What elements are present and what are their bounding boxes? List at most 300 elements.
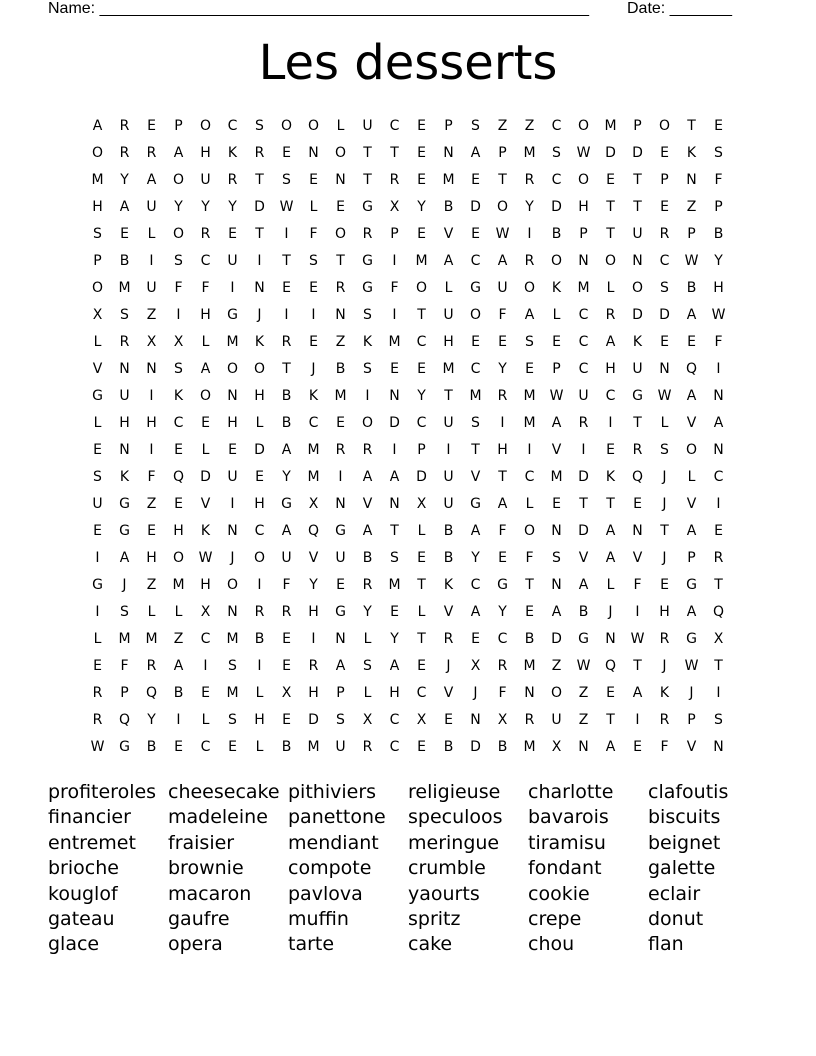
grid-letter[interactable]: Y — [174, 198, 183, 215]
grid-letter[interactable]: E — [417, 117, 426, 134]
grid-letter[interactable]: A — [551, 414, 562, 431]
grid-letter[interactable]: N — [713, 441, 724, 458]
grid-letter[interactable]: N — [335, 630, 346, 647]
grid-letter[interactable]: A — [470, 522, 481, 539]
grid-letter[interactable]: C — [497, 630, 508, 647]
grid-letter[interactable]: D — [632, 306, 643, 323]
grid-letter[interactable]: H — [308, 603, 319, 620]
grid-letter[interactable]: N — [308, 144, 319, 161]
grid-letter[interactable]: Z — [146, 306, 157, 323]
grid-letter[interactable]: B — [119, 252, 130, 269]
grid-letter[interactable]: C — [200, 738, 211, 755]
grid-letter[interactable]: L — [606, 576, 615, 593]
grid-letter[interactable]: H — [173, 522, 184, 539]
grid-letter[interactable]: N — [524, 684, 535, 701]
grid-letter[interactable]: S — [363, 657, 372, 674]
grid-letter[interactable]: E — [552, 333, 561, 350]
grid-letter[interactable]: K — [173, 387, 184, 404]
grid-letter[interactable]: S — [552, 549, 561, 566]
grid-letter[interactable]: E — [417, 657, 426, 674]
grid-letter[interactable]: I — [446, 441, 451, 458]
grid-letter[interactable]: N — [227, 387, 238, 404]
grid-letter[interactable]: O — [226, 576, 239, 593]
grid-letter[interactable]: Y — [498, 360, 507, 377]
grid-letter[interactable]: M — [604, 117, 617, 134]
grid-letter[interactable]: L — [174, 603, 183, 620]
grid-letter[interactable]: O — [199, 387, 212, 404]
grid-letter[interactable]: T — [255, 171, 264, 188]
grid-letter[interactable]: T — [606, 225, 615, 242]
grid-letter[interactable]: E — [282, 279, 291, 296]
grid-letter[interactable]: N — [335, 306, 346, 323]
grid-letter[interactable]: P — [714, 198, 723, 215]
grid-letter[interactable]: S — [714, 711, 723, 728]
grid-letter[interactable]: G — [686, 576, 697, 593]
grid-letter[interactable]: O — [172, 225, 185, 242]
grid-letter[interactable]: J — [662, 657, 667, 674]
grid-letter[interactable]: N — [119, 360, 130, 377]
grid-letter[interactable]: L — [444, 279, 453, 296]
grid-letter[interactable]: S — [714, 144, 723, 161]
grid-letter[interactable]: L — [93, 333, 102, 350]
grid-letter[interactable]: J — [311, 360, 316, 377]
grid-letter[interactable]: O — [280, 117, 293, 134]
grid-letter[interactable]: B — [443, 549, 454, 566]
grid-letter[interactable]: L — [147, 225, 156, 242]
grid-letter[interactable]: S — [228, 711, 237, 728]
grid-letter[interactable]: J — [689, 684, 694, 701]
grid-letter[interactable]: E — [417, 738, 426, 755]
grid-letter[interactable]: T — [687, 117, 696, 134]
grid-letter[interactable]: W — [549, 387, 564, 404]
grid-letter[interactable]: A — [362, 468, 373, 485]
grid-letter[interactable]: N — [146, 360, 157, 377]
grid-letter[interactable]: S — [93, 225, 102, 242]
grid-letter[interactable]: B — [173, 684, 184, 701]
grid-letter[interactable]: A — [686, 603, 697, 620]
grid-letter[interactable]: Z — [551, 657, 562, 674]
grid-letter[interactable]: R — [92, 711, 103, 728]
grid-letter[interactable]: T — [417, 630, 426, 647]
grid-letter[interactable]: E — [282, 657, 291, 674]
grid-letter[interactable]: E — [471, 171, 480, 188]
grid-letter[interactable]: J — [257, 306, 262, 323]
grid-letter[interactable]: O — [550, 252, 563, 269]
grid-letter[interactable]: Y — [417, 198, 426, 215]
grid-letter[interactable]: Y — [390, 630, 399, 647]
grid-letter[interactable]: T — [606, 198, 615, 215]
grid-letter[interactable]: W — [576, 144, 591, 161]
grid-letter[interactable]: C — [416, 414, 427, 431]
grid-letter[interactable]: O — [523, 279, 536, 296]
grid-letter[interactable]: I — [392, 441, 397, 458]
grid-letter[interactable]: I — [635, 603, 640, 620]
grid-letter[interactable]: I — [176, 306, 181, 323]
grid-letter[interactable]: I — [716, 360, 721, 377]
grid-letter[interactable]: E — [228, 738, 237, 755]
grid-letter[interactable]: S — [309, 252, 318, 269]
grid-letter[interactable]: T — [498, 468, 507, 485]
grid-letter[interactable]: T — [606, 711, 615, 728]
grid-letter[interactable]: C — [173, 414, 184, 431]
grid-letter[interactable]: S — [660, 279, 669, 296]
grid-letter[interactable]: N — [335, 171, 346, 188]
grid-letter[interactable]: A — [524, 306, 535, 323]
grid-letter[interactable]: O — [577, 117, 590, 134]
grid-letter[interactable]: O — [631, 279, 644, 296]
grid-letter[interactable]: Q — [172, 468, 185, 485]
grid-letter[interactable]: P — [417, 441, 426, 458]
grid-letter[interactable]: N — [227, 522, 238, 539]
grid-letter[interactable]: O — [226, 360, 239, 377]
grid-letter[interactable]: C — [524, 468, 535, 485]
grid-letter[interactable]: D — [254, 441, 265, 458]
grid-letter[interactable]: K — [686, 144, 697, 161]
grid-letter[interactable]: A — [713, 414, 724, 431]
grid-letter[interactable]: Y — [363, 603, 372, 620]
grid-letter[interactable]: F — [714, 333, 723, 350]
grid-letter[interactable]: O — [199, 117, 212, 134]
grid-letter[interactable]: L — [606, 279, 615, 296]
grid-letter[interactable]: L — [417, 522, 426, 539]
grid-letter[interactable]: V — [686, 495, 697, 512]
grid-letter[interactable]: A — [389, 657, 400, 674]
grid-letter[interactable]: B — [443, 522, 454, 539]
grid-letter[interactable]: F — [660, 738, 669, 755]
grid-letter[interactable]: U — [227, 252, 238, 269]
grid-letter[interactable]: F — [498, 306, 507, 323]
grid-letter[interactable]: M — [442, 360, 455, 377]
grid-letter[interactable]: G — [92, 387, 103, 404]
grid-letter[interactable]: U — [362, 117, 373, 134]
grid-letter[interactable]: W — [90, 738, 105, 755]
grid-letter[interactable]: H — [146, 414, 157, 431]
grid-letter[interactable]: S — [282, 171, 291, 188]
grid-letter[interactable]: B — [443, 198, 454, 215]
grid-letter[interactable]: J — [662, 468, 667, 485]
grid-letter[interactable]: H — [443, 333, 454, 350]
grid-letter[interactable]: I — [311, 306, 316, 323]
grid-letter[interactable]: B — [443, 738, 454, 755]
grid-letter[interactable]: W — [198, 549, 213, 566]
grid-letter[interactable]: T — [282, 252, 291, 269]
grid-letter[interactable]: R — [254, 603, 265, 620]
grid-letter[interactable]: B — [281, 387, 292, 404]
grid-letter[interactable]: Y — [417, 387, 426, 404]
grid-letter[interactable]: S — [255, 117, 264, 134]
grid-letter[interactable]: P — [633, 117, 642, 134]
grid-letter[interactable]: W — [657, 387, 672, 404]
grid-letter[interactable]: N — [632, 252, 643, 269]
grid-letter[interactable]: V — [470, 468, 481, 485]
grid-letter[interactable]: S — [174, 252, 183, 269]
grid-letter[interactable]: A — [605, 333, 616, 350]
grid-letter[interactable]: O — [415, 279, 428, 296]
grid-letter[interactable]: L — [93, 630, 102, 647]
grid-letter[interactable]: K — [551, 279, 562, 296]
grid-letter[interactable]: F — [633, 576, 642, 593]
grid-letter[interactable]: E — [606, 684, 615, 701]
grid-letter[interactable]: H — [200, 144, 211, 161]
grid-letter[interactable]: D — [551, 198, 562, 215]
grid-letter[interactable]: T — [579, 495, 588, 512]
grid-letter[interactable]: L — [309, 198, 318, 215]
grid-letter[interactable]: T — [363, 171, 372, 188]
grid-letter[interactable]: Z — [497, 117, 508, 134]
grid-letter[interactable]: A — [686, 522, 697, 539]
grid-letter[interactable]: L — [417, 603, 426, 620]
grid-letter[interactable]: S — [660, 441, 669, 458]
grid-letter[interactable]: R — [524, 711, 535, 728]
grid-letter[interactable]: E — [228, 225, 237, 242]
grid-letter[interactable]: D — [551, 630, 562, 647]
grid-letter[interactable]: N — [578, 252, 589, 269]
grid-letter[interactable]: T — [390, 522, 399, 539]
grid-letter[interactable]: H — [713, 279, 724, 296]
grid-letter[interactable]: F — [309, 225, 318, 242]
grid-letter[interactable]: K — [227, 144, 238, 161]
grid-letter[interactable]: E — [471, 225, 480, 242]
grid-letter[interactable]: C — [713, 468, 724, 485]
grid-letter[interactable]: J — [230, 549, 235, 566]
grid-letter[interactable]: O — [361, 414, 374, 431]
grid-letter[interactable]: E — [660, 576, 669, 593]
grid-letter[interactable]: N — [686, 171, 697, 188]
grid-letter[interactable]: A — [173, 657, 184, 674]
grid-letter[interactable]: N — [254, 279, 265, 296]
grid-letter[interactable]: E — [660, 198, 669, 215]
grid-letter[interactable]: Z — [578, 711, 589, 728]
grid-letter[interactable]: R — [200, 225, 211, 242]
grid-letter[interactable]: F — [120, 657, 129, 674]
grid-letter[interactable]: E — [714, 522, 723, 539]
grid-letter[interactable]: A — [92, 117, 103, 134]
grid-letter[interactable]: T — [417, 306, 426, 323]
grid-letter[interactable]: H — [578, 198, 589, 215]
grid-letter[interactable]: E — [93, 657, 102, 674]
grid-letter[interactable]: X — [416, 711, 427, 728]
grid-letter[interactable]: M — [307, 468, 320, 485]
grid-letter[interactable]: P — [660, 171, 669, 188]
grid-letter[interactable]: O — [307, 117, 320, 134]
grid-letter[interactable]: I — [338, 468, 343, 485]
grid-letter[interactable]: D — [254, 198, 265, 215]
grid-letter[interactable]: L — [201, 711, 210, 728]
grid-letter[interactable]: G — [335, 603, 346, 620]
grid-letter[interactable]: G — [362, 252, 373, 269]
grid-letter[interactable]: O — [91, 279, 104, 296]
grid-letter[interactable]: F — [525, 549, 534, 566]
grid-letter[interactable]: E — [282, 144, 291, 161]
grid-letter[interactable]: P — [174, 117, 183, 134]
grid-letter[interactable]: V — [443, 684, 454, 701]
grid-letter[interactable]: X — [551, 738, 562, 755]
grid-letter[interactable]: D — [659, 306, 670, 323]
grid-letter[interactable]: M — [442, 171, 455, 188]
grid-letter[interactable]: I — [716, 684, 721, 701]
grid-letter[interactable]: A — [686, 387, 697, 404]
grid-letter[interactable]: O — [658, 117, 671, 134]
grid-letter[interactable]: D — [605, 144, 616, 161]
grid-letter[interactable]: R — [119, 144, 130, 161]
grid-letter[interactable]: G — [119, 738, 130, 755]
grid-letter[interactable]: I — [500, 414, 505, 431]
grid-letter[interactable]: C — [551, 117, 562, 134]
grid-letter[interactable]: R — [524, 171, 535, 188]
grid-letter[interactable]: A — [200, 360, 211, 377]
grid-letter[interactable]: X — [281, 684, 292, 701]
grid-letter[interactable]: E — [660, 144, 669, 161]
grid-letter[interactable]: S — [363, 360, 372, 377]
grid-letter[interactable]: H — [389, 684, 400, 701]
grid-letter[interactable]: S — [174, 360, 183, 377]
grid-letter[interactable]: E — [174, 441, 183, 458]
grid-letter[interactable]: L — [363, 684, 372, 701]
grid-letter[interactable]: M — [388, 576, 401, 593]
grid-letter[interactable]: B — [578, 603, 589, 620]
grid-letter[interactable]: M — [118, 279, 131, 296]
grid-letter[interactable]: L — [255, 738, 264, 755]
grid-letter[interactable]: C — [200, 630, 211, 647]
grid-letter[interactable]: F — [174, 279, 183, 296]
grid-letter[interactable]: M — [226, 684, 239, 701]
grid-letter[interactable]: A — [605, 549, 616, 566]
grid-letter[interactable]: O — [604, 252, 617, 269]
grid-letter[interactable]: N — [551, 576, 562, 593]
grid-letter[interactable]: N — [713, 738, 724, 755]
grid-letter[interactable]: T — [444, 387, 453, 404]
grid-letter[interactable]: X — [146, 333, 157, 350]
grid-letter[interactable]: U — [497, 279, 508, 296]
grid-letter[interactable]: D — [578, 522, 589, 539]
grid-letter[interactable]: B — [686, 279, 697, 296]
grid-letter[interactable]: S — [390, 549, 399, 566]
grid-letter[interactable]: W — [279, 198, 294, 215]
grid-letter[interactable]: A — [335, 657, 346, 674]
grid-letter[interactable]: L — [336, 117, 345, 134]
grid-letter[interactable]: J — [446, 657, 451, 674]
grid-letter[interactable]: P — [687, 225, 696, 242]
grid-letter[interactable]: M — [523, 414, 536, 431]
grid-letter[interactable]: U — [227, 468, 238, 485]
grid-letter[interactable]: I — [95, 549, 100, 566]
grid-letter[interactable]: C — [389, 117, 400, 134]
grid-letter[interactable]: P — [687, 711, 696, 728]
grid-letter[interactable]: B — [146, 738, 157, 755]
grid-letter[interactable]: T — [606, 495, 615, 512]
grid-letter[interactable]: E — [552, 495, 561, 512]
grid-letter[interactable]: F — [282, 576, 291, 593]
grid-letter[interactable]: A — [605, 522, 616, 539]
grid-letter[interactable]: K — [200, 522, 211, 539]
grid-letter[interactable]: A — [173, 144, 184, 161]
grid-letter[interactable]: J — [662, 495, 667, 512]
grid-letter[interactable]: E — [417, 225, 426, 242]
grid-letter[interactable]: H — [497, 441, 508, 458]
grid-letter[interactable]: S — [525, 333, 534, 350]
grid-letter[interactable]: R — [335, 279, 346, 296]
grid-letter[interactable]: R — [227, 171, 238, 188]
grid-letter[interactable]: D — [578, 468, 589, 485]
grid-letter[interactable]: L — [255, 414, 264, 431]
grid-letter[interactable]: E — [336, 576, 345, 593]
grid-letter[interactable]: J — [662, 549, 667, 566]
grid-letter[interactable]: N — [659, 360, 670, 377]
grid-letter[interactable]: D — [470, 738, 481, 755]
grid-letter[interactable]: H — [146, 549, 157, 566]
grid-letter[interactable]: C — [308, 414, 319, 431]
grid-letter[interactable]: M — [523, 738, 536, 755]
grid-letter[interactable]: M — [307, 441, 320, 458]
grid-letter[interactable]: R — [146, 144, 157, 161]
grid-letter[interactable]: T — [633, 171, 642, 188]
grid-letter[interactable]: G — [686, 630, 697, 647]
grid-letter[interactable]: M — [334, 387, 347, 404]
grid-letter[interactable]: O — [334, 225, 347, 242]
grid-letter[interactable]: A — [470, 603, 481, 620]
grid-letter[interactable]: Z — [686, 198, 697, 215]
grid-letter[interactable]: U — [578, 387, 589, 404]
grid-letter[interactable]: C — [605, 387, 616, 404]
grid-letter[interactable]: M — [550, 468, 563, 485]
grid-letter[interactable]: A — [443, 252, 454, 269]
grid-letter[interactable]: B — [497, 738, 508, 755]
grid-letter[interactable]: G — [281, 495, 292, 512]
grid-letter[interactable]: M — [307, 738, 320, 755]
grid-letter[interactable]: I — [284, 225, 289, 242]
grid-letter[interactable]: Q — [307, 522, 320, 539]
grid-letter[interactable]: M — [388, 333, 401, 350]
grid-letter[interactable]: A — [470, 144, 481, 161]
grid-letter[interactable]: E — [417, 360, 426, 377]
grid-letter[interactable]: V — [443, 603, 454, 620]
grid-letter[interactable]: E — [309, 279, 318, 296]
grid-letter[interactable]: X — [497, 711, 508, 728]
grid-letter[interactable]: A — [497, 495, 508, 512]
grid-letter[interactable]: L — [147, 603, 156, 620]
grid-letter[interactable]: T — [390, 144, 399, 161]
grid-letter[interactable]: R — [281, 333, 292, 350]
grid-letter[interactable]: I — [203, 657, 208, 674]
grid-letter[interactable]: M — [226, 630, 239, 647]
grid-letter[interactable]: F — [498, 522, 507, 539]
grid-letter[interactable]: E — [282, 711, 291, 728]
grid-letter[interactable]: R — [497, 657, 508, 674]
grid-letter[interactable]: H — [659, 603, 670, 620]
grid-letter[interactable]: I — [257, 576, 262, 593]
grid-letter[interactable]: E — [498, 333, 507, 350]
grid-letter[interactable]: H — [254, 495, 265, 512]
grid-letter[interactable]: R — [119, 117, 130, 134]
grid-letter[interactable]: B — [281, 414, 292, 431]
grid-letter[interactable]: B — [713, 225, 724, 242]
grid-letter[interactable]: Y — [498, 603, 507, 620]
grid-letter[interactable]: N — [470, 711, 481, 728]
grid-letter[interactable]: T — [714, 576, 723, 593]
grid-letter[interactable]: S — [471, 117, 480, 134]
grid-letter[interactable]: K — [659, 684, 670, 701]
grid-letter[interactable]: C — [254, 522, 265, 539]
grid-letter[interactable]: A — [281, 441, 292, 458]
grid-letter[interactable]: I — [716, 495, 721, 512]
grid-letter[interactable]: A — [497, 252, 508, 269]
grid-letter[interactable]: S — [552, 144, 561, 161]
grid-letter[interactable]: A — [281, 522, 292, 539]
grid-letter[interactable]: R — [497, 387, 508, 404]
grid-letter[interactable]: T — [633, 657, 642, 674]
grid-letter[interactable]: G — [470, 279, 481, 296]
grid-letter[interactable]: X — [173, 333, 184, 350]
